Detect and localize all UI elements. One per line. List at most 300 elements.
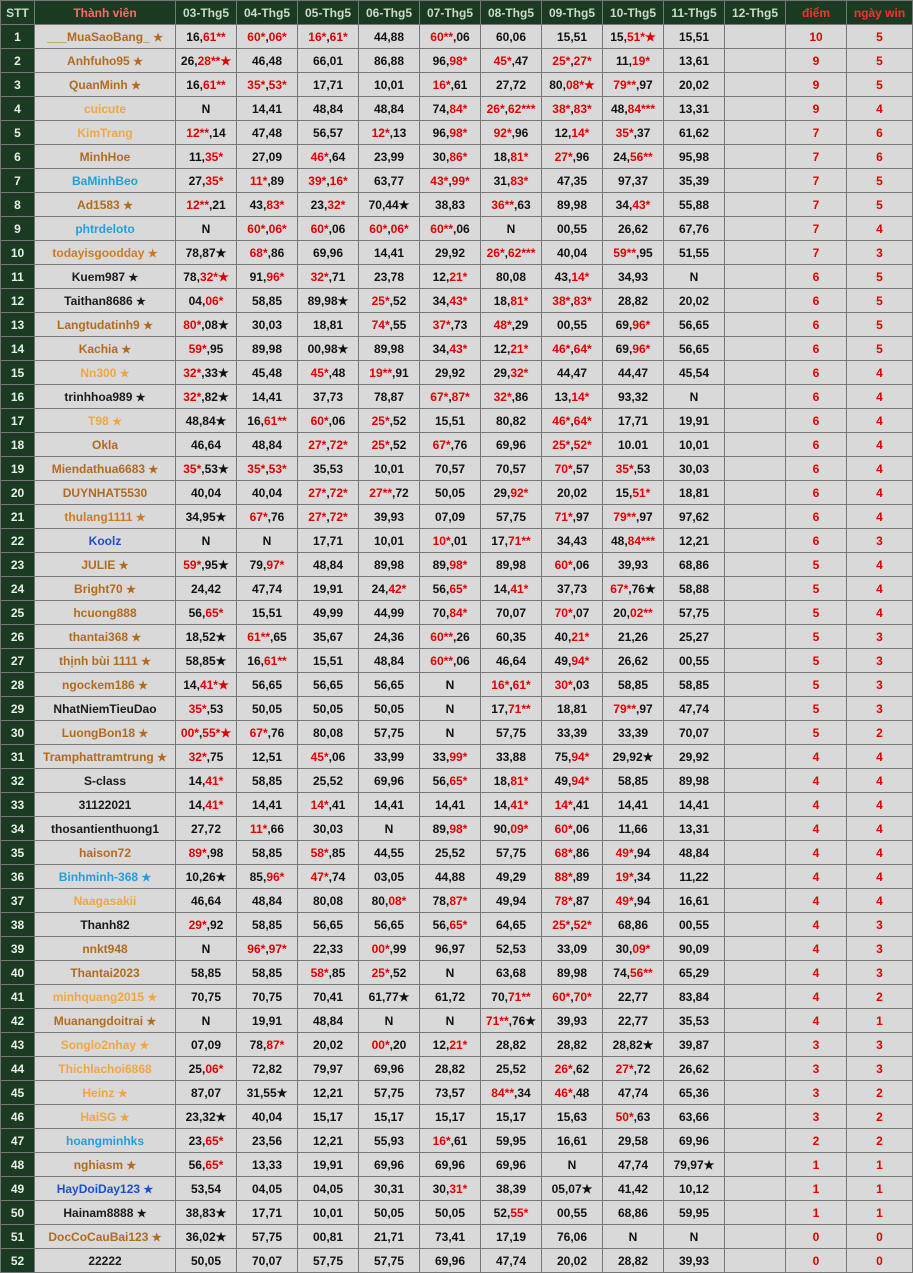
- day-pick-cell: [359, 265, 420, 289]
- member-name[interactable]: Kachia: [78, 341, 119, 356]
- star-icon: ★: [138, 679, 148, 692]
- member-name-cell[interactable]: [35, 1177, 176, 1201]
- day-pick-value: 74,56**: [613, 965, 653, 980]
- day-pick-value: 16*,61: [432, 77, 468, 92]
- member-name-cell[interactable]: [35, 457, 176, 481]
- member-name-cell[interactable]: [35, 721, 176, 745]
- day-pick-cell: [542, 961, 603, 985]
- day-pick-value: 47,74: [251, 581, 283, 596]
- table-row: [1, 169, 913, 193]
- day-pick-cell: [603, 913, 664, 937]
- win-days-cell: 5: [847, 169, 913, 193]
- day-pick-cell: [298, 217, 359, 241]
- member-name-cell[interactable]: [35, 1081, 176, 1105]
- day-pick-cell: [420, 409, 481, 433]
- day-pick-value: 13,61: [678, 53, 710, 68]
- day-pick-cell: [298, 385, 359, 409]
- member-name-cell[interactable]: [35, 241, 176, 265]
- member-name[interactable]: Thichlachoi6868: [58, 1061, 152, 1076]
- day-pick-cell: [603, 553, 664, 577]
- member-name-cell[interactable]: [35, 1105, 176, 1129]
- member-name[interactable]: cuicute: [83, 101, 126, 116]
- day-pick-cell: [420, 913, 481, 937]
- member-name[interactable]: Kuem987: [71, 269, 126, 284]
- day-pick-cell: [725, 913, 786, 937]
- member-name[interactable]: Ad1583: [77, 197, 120, 212]
- member-name-cell[interactable]: [35, 649, 176, 673]
- member-name-cell[interactable]: [35, 697, 176, 721]
- day-pick-value: 14,41: [373, 797, 405, 812]
- member-name[interactable]: Tramphattramtrung: [43, 749, 154, 764]
- day-pick-value: 05,07★: [551, 1181, 593, 1196]
- day-pick-cell: [603, 673, 664, 697]
- header-day: 10-Thg5: [603, 1, 664, 25]
- day-pick-cell: [481, 721, 542, 745]
- day-pick-value: 52,53: [495, 941, 527, 956]
- day-pick-value: 89,98: [373, 341, 405, 356]
- day-pick-value: 12**,14: [186, 125, 226, 140]
- day-pick-cell: [298, 145, 359, 169]
- day-pick-cell: [359, 457, 420, 481]
- member-name[interactable]: Binhminh-368: [58, 869, 139, 884]
- day-pick-value: 56,65: [373, 917, 405, 932]
- day-pick-cell: [481, 361, 542, 385]
- member-name-cell[interactable]: [35, 97, 176, 121]
- day-pick-value: N: [201, 1013, 211, 1028]
- day-pick-cell: [359, 817, 420, 841]
- day-pick-cell: [725, 1105, 786, 1129]
- member-name-cell[interactable]: [35, 505, 176, 529]
- day-pick-cell: [359, 121, 420, 145]
- day-pick-cell: [359, 313, 420, 337]
- day-pick-cell: [664, 97, 725, 121]
- member-name[interactable]: Koolz: [88, 533, 122, 548]
- day-pick-value: 34,93: [617, 269, 649, 284]
- member-name[interactable]: JULIE: [81, 557, 116, 572]
- day-pick-value: 70,07: [495, 605, 527, 620]
- member-name-cell[interactable]: [35, 625, 176, 649]
- day-pick-cell: [725, 601, 786, 625]
- day-pick-cell: [176, 529, 237, 553]
- member-name-cell[interactable]: [35, 841, 176, 865]
- day-pick-value: 18,81*: [493, 149, 529, 164]
- member-name-cell[interactable]: [35, 1057, 176, 1081]
- day-pick-value: 17,71**: [491, 701, 531, 716]
- day-pick-cell: [420, 529, 481, 553]
- member-name-cell[interactable]: [35, 1129, 176, 1153]
- day-pick-value: 15,51: [678, 29, 710, 44]
- member-name[interactable]: 22222: [88, 1253, 122, 1268]
- day-pick-value: 91,96*: [249, 269, 285, 284]
- day-pick-value: 10,01: [312, 1205, 344, 1220]
- day-pick-cell: [176, 169, 237, 193]
- day-pick-value: 38,83: [434, 197, 466, 212]
- member-name-cell[interactable]: [35, 937, 176, 961]
- day-pick-cell: [725, 217, 786, 241]
- day-pick-cell: [359, 961, 420, 985]
- member-name[interactable]: DUYNHAT5530: [62, 485, 148, 500]
- score-cell: 6: [786, 385, 847, 409]
- day-pick-cell: [542, 745, 603, 769]
- table-row: [1, 289, 913, 313]
- day-pick-cell: [725, 481, 786, 505]
- member-name-cell[interactable]: [35, 193, 176, 217]
- day-pick-value: 15,17: [312, 1109, 344, 1124]
- member-name[interactable]: thantai368: [68, 629, 129, 644]
- day-pick-value: 47,74: [678, 701, 710, 716]
- member-name[interactable]: DocCoCauBai123: [48, 1229, 149, 1244]
- day-pick-cell: [176, 841, 237, 865]
- day-pick-cell: [420, 625, 481, 649]
- row-number: 51: [1, 1225, 35, 1249]
- member-name-cell[interactable]: [35, 817, 176, 841]
- header-stt: STT: [1, 1, 35, 25]
- day-pick-value: 25,06*: [188, 1061, 224, 1076]
- day-pick-cell: [603, 769, 664, 793]
- member-name-cell[interactable]: [35, 409, 176, 433]
- row-number: 3: [1, 73, 35, 97]
- win-days-cell: 4: [847, 577, 913, 601]
- day-pick-cell: [481, 505, 542, 529]
- day-pick-value: 50,05: [373, 1205, 405, 1220]
- day-pick-cell: [298, 1009, 359, 1033]
- member-name-cell[interactable]: [35, 1249, 176, 1273]
- member-name-cell[interactable]: [35, 1009, 176, 1033]
- day-pick-value: 56,65*: [432, 581, 468, 596]
- member-name[interactable]: ___MuaSaoBang_: [47, 29, 150, 44]
- member-name-cell[interactable]: [35, 745, 176, 769]
- member-name[interactable]: MinhHoe: [79, 149, 131, 164]
- member-name[interactable]: Naagasakii: [73, 893, 137, 908]
- header-member: Thành viên: [35, 1, 176, 25]
- day-pick-cell: [420, 505, 481, 529]
- score-cell: 4: [786, 865, 847, 889]
- member-name-cell[interactable]: [35, 529, 176, 553]
- day-pick-cell: [542, 673, 603, 697]
- day-pick-cell: [298, 121, 359, 145]
- win-days-cell: 4: [847, 793, 913, 817]
- member-name[interactable]: Anhfuho95: [67, 53, 130, 68]
- day-pick-cell: [298, 769, 359, 793]
- win-days-cell: 5: [847, 193, 913, 217]
- row-number: 43: [1, 1033, 35, 1057]
- row-number: 7: [1, 169, 35, 193]
- member-name-cell[interactable]: [35, 145, 176, 169]
- day-pick-value: 10,12: [678, 1181, 710, 1196]
- member-name[interactable]: thosantienthuong1: [51, 821, 159, 836]
- table-row: [1, 481, 913, 505]
- day-pick-cell: [664, 409, 725, 433]
- table-row: [1, 793, 913, 817]
- member-name[interactable]: Nn300: [80, 365, 117, 380]
- day-pick-cell: [725, 697, 786, 721]
- member-name-cell[interactable]: [35, 313, 176, 337]
- day-pick-value: 43,14*: [554, 269, 590, 284]
- day-pick-cell: [481, 529, 542, 553]
- day-pick-cell: [298, 937, 359, 961]
- row-number: 47: [1, 1129, 35, 1153]
- member-name[interactable]: QuanMinh: [69, 77, 128, 92]
- member-name[interactable]: NhatNiemTieuDao: [53, 701, 157, 716]
- day-pick-cell: [176, 25, 237, 49]
- row-number: 8: [1, 193, 35, 217]
- member-name-cell[interactable]: [35, 289, 176, 313]
- day-pick-value: 00,98★: [307, 341, 349, 356]
- day-pick-cell: [725, 889, 786, 913]
- day-pick-cell: [664, 241, 725, 265]
- day-pick-value: 60**,06: [430, 29, 470, 44]
- member-name-cell[interactable]: [35, 1201, 176, 1225]
- member-name-cell[interactable]: [35, 913, 176, 937]
- day-pick-value: N: [445, 725, 455, 740]
- member-name[interactable]: nnkt948: [82, 941, 128, 956]
- member-name-cell[interactable]: [35, 433, 176, 457]
- member-name-cell[interactable]: [35, 121, 176, 145]
- member-name[interactable]: ngockem186: [62, 677, 135, 692]
- day-pick-value: 45*,47: [493, 53, 529, 68]
- table-row: [1, 193, 913, 217]
- row-number: 46: [1, 1105, 35, 1129]
- member-name[interactable]: HaiSG: [80, 1109, 117, 1124]
- header-day: 08-Thg5: [481, 1, 542, 25]
- day-pick-cell: [725, 1249, 786, 1273]
- day-pick-value: 74,84*: [432, 101, 468, 116]
- member-name-cell[interactable]: [35, 673, 176, 697]
- member-name-cell[interactable]: [35, 793, 176, 817]
- day-pick-cell: [542, 385, 603, 409]
- member-name-cell[interactable]: [35, 865, 176, 889]
- day-pick-value: 20,02: [678, 77, 710, 92]
- day-pick-value: 58,85: [617, 773, 649, 788]
- day-pick-value: 33,99: [373, 749, 405, 764]
- day-pick-cell: [603, 1201, 664, 1225]
- score-cell: 7: [786, 193, 847, 217]
- day-pick-value: 14,41: [678, 797, 710, 812]
- day-pick-cell: [603, 937, 664, 961]
- score-cell: 7: [786, 121, 847, 145]
- day-pick-cell: [359, 289, 420, 313]
- day-pick-cell: [237, 337, 298, 361]
- day-pick-value: 50,05: [434, 485, 466, 500]
- member-name-cell[interactable]: [35, 961, 176, 985]
- member-name[interactable]: hoangminhks: [65, 1133, 144, 1148]
- day-pick-value: 29,92*: [493, 485, 529, 500]
- day-pick-value: 25,52: [312, 773, 344, 788]
- day-pick-cell: [603, 505, 664, 529]
- star-icon: ★: [133, 55, 143, 68]
- member-name[interactable]: thịnh bùi 1111: [59, 653, 138, 668]
- day-pick-cell: [664, 73, 725, 97]
- win-days-cell: 6: [847, 145, 913, 169]
- day-pick-cell: [176, 937, 237, 961]
- day-pick-value: 79,97: [312, 1061, 344, 1076]
- day-pick-cell: [481, 1225, 542, 1249]
- row-number: 52: [1, 1249, 35, 1273]
- member-name-cell[interactable]: [35, 361, 176, 385]
- member-name-cell[interactable]: [35, 73, 176, 97]
- day-pick-value: 39,93: [678, 1253, 710, 1268]
- day-pick-value: 04,06*: [188, 293, 224, 308]
- win-days-cell: 4: [847, 457, 913, 481]
- score-cell: 5: [786, 553, 847, 577]
- member-name[interactable]: KimTrang: [77, 125, 133, 140]
- day-pick-cell: [542, 721, 603, 745]
- day-pick-value: 25,52: [495, 1061, 527, 1076]
- member-name-cell[interactable]: [35, 553, 176, 577]
- member-name[interactable]: Muanangdoitrai: [53, 1013, 144, 1028]
- member-name-cell[interactable]: [35, 1033, 176, 1057]
- member-name[interactable]: Hainam8888: [63, 1205, 134, 1220]
- win-days-cell: 5: [847, 289, 913, 313]
- day-pick-value: 69,96: [495, 1157, 527, 1172]
- star-icon: ★: [126, 1159, 137, 1172]
- win-days-cell: 4: [847, 817, 913, 841]
- day-pick-cell: [420, 1033, 481, 1057]
- member-name[interactable]: todayisgoodday: [52, 245, 145, 260]
- member-name[interactable]: LuongBon18: [61, 725, 136, 740]
- day-pick-value: 19,91: [312, 581, 344, 596]
- day-pick-cell: [237, 1225, 298, 1249]
- row-number: 41: [1, 985, 35, 1009]
- member-name[interactable]: Miendathua6683: [51, 461, 146, 476]
- member-name-cell[interactable]: [35, 889, 176, 913]
- row-number: 40: [1, 961, 35, 985]
- member-name[interactable]: Langtudatinh9: [57, 317, 140, 332]
- row-number: 31: [1, 745, 35, 769]
- member-name[interactable]: nghiasm: [73, 1157, 124, 1172]
- day-pick-value: 36,02★: [185, 1229, 227, 1244]
- day-pick-cell: [298, 577, 359, 601]
- day-pick-cell: [481, 337, 542, 361]
- day-pick-cell: [481, 385, 542, 409]
- member-name-cell[interactable]: [35, 1153, 176, 1177]
- day-pick-cell: [176, 577, 237, 601]
- day-pick-cell: [481, 673, 542, 697]
- score-cell: 4: [786, 745, 847, 769]
- day-pick-cell: [664, 1177, 725, 1201]
- member-name[interactable]: Songlo2nhay: [60, 1037, 137, 1052]
- member-name-cell[interactable]: [35, 577, 176, 601]
- member-name[interactable]: Taithan8686: [64, 293, 133, 308]
- day-pick-value: 58,85: [251, 965, 283, 980]
- day-pick-value: N: [201, 221, 211, 236]
- day-pick-value: 27,72: [495, 77, 527, 92]
- member-name[interactable]: Thanh82: [80, 917, 130, 932]
- member-name-cell[interactable]: [35, 481, 176, 505]
- day-pick-cell: [298, 793, 359, 817]
- day-pick-value: 12,21*: [432, 1037, 468, 1052]
- day-pick-cell: [603, 961, 664, 985]
- member-name[interactable]: haison72: [78, 845, 132, 860]
- member-name-cell[interactable]: [35, 265, 176, 289]
- day-pick-cell: [664, 937, 725, 961]
- day-pick-cell: [725, 265, 786, 289]
- day-pick-value: 67*,87*: [430, 389, 470, 404]
- day-pick-value: 70*,57: [554, 461, 590, 476]
- member-name[interactable]: thulang1111: [64, 509, 133, 524]
- member-name[interactable]: Heinz: [82, 1085, 115, 1100]
- score-cell: 6: [786, 337, 847, 361]
- day-pick-cell: [664, 1153, 725, 1177]
- day-pick-cell: [603, 217, 664, 241]
- day-pick-cell: [298, 169, 359, 193]
- day-pick-cell: [725, 649, 786, 673]
- day-pick-value: 70,44★: [368, 197, 410, 212]
- member-name-cell[interactable]: [35, 1225, 176, 1249]
- day-pick-cell: [176, 193, 237, 217]
- member-name[interactable]: HayDoiDay123: [56, 1181, 141, 1196]
- day-pick-value: 47,74: [617, 1085, 649, 1100]
- day-pick-value: 14,41: [251, 389, 283, 404]
- member-name[interactable]: 31122021: [78, 797, 132, 812]
- day-pick-cell: [237, 985, 298, 1009]
- member-name[interactable]: minhquang2015: [52, 989, 145, 1004]
- member-name[interactable]: Bright70: [74, 581, 123, 596]
- member-name[interactable]: hcuong888: [73, 605, 137, 620]
- member-name-cell[interactable]: [35, 217, 176, 241]
- day-pick-cell: [359, 625, 420, 649]
- day-pick-value: 21,71: [373, 1229, 405, 1244]
- score-cell: 6: [786, 505, 847, 529]
- day-pick-value: 07,09: [190, 1037, 222, 1052]
- star-icon: ★: [147, 247, 158, 260]
- day-pick-value: 07,09: [434, 509, 466, 524]
- day-pick-value: 63,66: [678, 1109, 710, 1124]
- member-name-cell[interactable]: [35, 769, 176, 793]
- day-pick-cell: [664, 25, 725, 49]
- member-name-cell[interactable]: [35, 49, 176, 73]
- row-number: 24: [1, 577, 35, 601]
- member-name[interactable]: phtrdeloto: [75, 221, 135, 236]
- day-pick-value: 44,55: [373, 845, 405, 860]
- day-pick-value: 39,87: [678, 1037, 710, 1052]
- day-pick-value: 32*,75: [188, 749, 224, 764]
- member-name-cell[interactable]: [35, 25, 176, 49]
- member-name[interactable]: S-class: [83, 773, 127, 788]
- member-name[interactable]: T98: [88, 413, 109, 428]
- member-name[interactable]: Thantai2023: [70, 965, 140, 980]
- member-name[interactable]: Okla: [91, 437, 118, 452]
- day-pick-value: 48,84: [312, 1013, 344, 1028]
- day-pick-value: 12,21: [312, 1085, 344, 1100]
- member-name[interactable]: trinhhoa989: [64, 389, 133, 404]
- table-row: [1, 313, 913, 337]
- day-pick-cell: [542, 889, 603, 913]
- day-pick-cell: [176, 961, 237, 985]
- day-pick-cell: [725, 625, 786, 649]
- day-pick-cell: [603, 817, 664, 841]
- member-name-cell[interactable]: [35, 985, 176, 1009]
- header-day: 12-Thg5: [725, 1, 786, 25]
- day-pick-cell: [664, 1081, 725, 1105]
- member-name-cell[interactable]: [35, 169, 176, 193]
- member-name-cell[interactable]: [35, 601, 176, 625]
- member-name-cell[interactable]: [35, 337, 176, 361]
- day-pick-value: 50,05: [190, 1253, 222, 1268]
- day-pick-cell: [481, 73, 542, 97]
- day-pick-cell: [725, 985, 786, 1009]
- day-pick-cell: [237, 817, 298, 841]
- day-pick-cell: [481, 1105, 542, 1129]
- day-pick-value: 39,93: [373, 509, 405, 524]
- day-pick-cell: [725, 1177, 786, 1201]
- day-pick-cell: [603, 865, 664, 889]
- day-pick-value: 26,62: [678, 1061, 710, 1076]
- day-pick-value: 29,32*: [493, 365, 529, 380]
- member-name[interactable]: BaMinhBeo: [72, 173, 138, 188]
- day-pick-cell: [664, 1009, 725, 1033]
- member-name-cell[interactable]: [35, 385, 176, 409]
